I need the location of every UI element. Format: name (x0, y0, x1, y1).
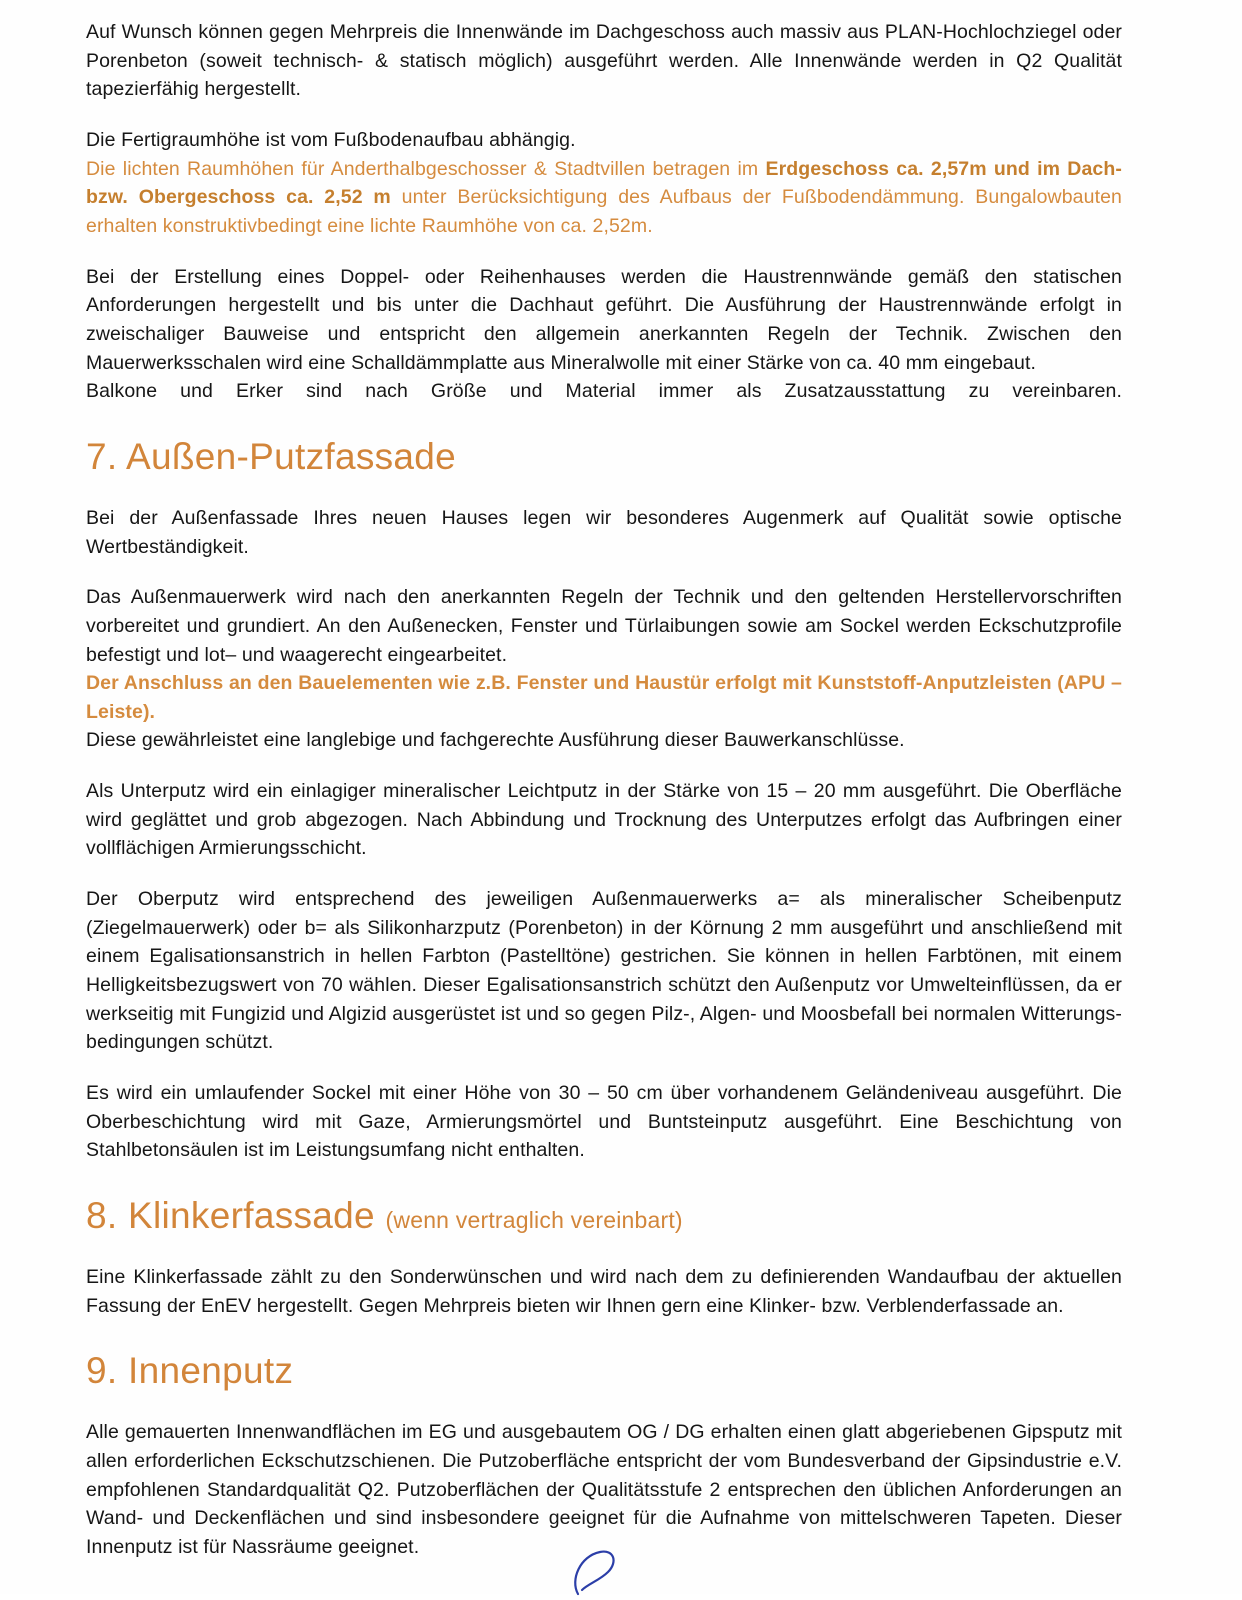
raumhoehen-text-2: unter Berücksichtigung des Aufbaus der Fußbodendämmung. Bungalowbauten erhalten konstruktivbedingt eine lichte Raumhöhe von ca. 2,52m. (86, 186, 1122, 237)
paragraph-raumhoehen-highlight (86, 155, 1122, 241)
paragraph-haustrennwaende: Bei der Erstellung eines Doppel- oder Reihenhauses werden die Haustrennwände gemäß den statischen Anforderungen hergestellt und bis unter die Dachhaut geführt. Die Ausführung der Haustrennwände erfolgt in zweischaliger Bauweise und entspricht den allgemein anerkannten Regeln der Technik. Zwischen den Mauerwerksschalen wird eine Schalldämmplatte aus Mineralwolle mit einer Stärke von ca. 40 mm eingebaut. (86, 265, 1122, 374)
raumhoehen-text-1: Die lichten Raumhöhen für Anderthalbgeschosser & Stadtvillen betragen im (86, 157, 766, 180)
heading-8-text: 8. Klinkerfassade (86, 1195, 375, 1236)
paragraph-oberputz: Der Oberputz wird entsprechend des jeweiligen Außenmauerwerks a= als mineralischer Scheibenputz (Ziegelmauerwerk) oder b= als Silikonharzputz (Porenbeton) in der Körnung 2 mm ausgeführt und anschließend mit einem Egalisationsanstrich in hellen Farbton (Pastelltöne) gestrichen. Sie können in hellen Farbtönen, mit einem Helligkeitsbezugswert von 70 wählen. Dieser Egalisationsanstrich schützt den Außenputz vor Umwelteinflüssen, da er werkseitig mit Fungizid und Algizid ausgerüstet ist und so gegen Pilz-, Algen- und Moosbefall bei normalen Witterungs-bedingungen schützt. (86, 888, 1122, 1054)
paragraph-balkone-erker: Balkone und Erker sind nach Größe und Material immer als Zusatzausstattung zu vereinbaren. (86, 380, 1122, 403)
paragraph-apu-leiste-highlight: Der Anschluss an den Bauelementen wie z.B. Fenster und Haustür erfolgt mit Kunststoff-Anputzleisten (APU – Leiste). (86, 672, 1122, 723)
paragraph-klinkerfassade: Eine Klinkerfassade zählt zu den Sonderwünschen und wird nach dem zu definierenden Wandaufbau der aktuellen Fassung der EnEV hergestellt. Gegen Mehrpreis bieten wir Ihnen gern eine Klinker- bzw. Verblenderfassade an. (86, 1266, 1122, 1317)
heading-klinkerfassade (86, 1195, 1122, 1237)
heading-9-text: 9. Innenputz (86, 1350, 294, 1392)
paragraph-sockel: Es wird ein umlaufender Sockel mit einer Höhe von 30 – 50 cm über vorhandenem Geländeniveau ausgeführt. Die Oberbeschichtung wird mit Gaze, Armierungsmörtel und Buntsteinputz ausgeführt. Eine Beschichtung von Stahlbetonsäulen ist im Leistungsumfang nicht enthalten. (86, 1082, 1122, 1162)
paragraph-bauwerkanschluesse: Diese gewährleistet eine langlebige und fachgerechte Ausführung dieser Bauwerkanschlüsse. (86, 729, 905, 752)
paragraph-fertigraumhoehe: Die Fertigraumhöhe ist vom Fußbodenaufbau abhängig. (86, 128, 576, 151)
paragraph-aussenmauerwerk: Das Außenmauerwerk wird nach den anerkannten Regeln der Technik und den geltenden Herstellervorschriften vorbereitet und grundiert. An den Außenecken, Fenster und Türlaibungen sowie am Sockel werden Eckschutzprofile befestigt und lot– und waagerecht eingearbeitet. (86, 586, 1122, 666)
heading-7-text: 7. Außen-Putzfassade (86, 435, 457, 477)
paragraph-innenputz: Alle gemauerten Innenwandflächen im EG und ausgebautem OG / DG erhalten einen glatt abgeriebenen Gipsputz mit allen erforderlichen Eckschutzschienen. Die Putzoberfläche entspricht der vom Bundesverband der Gipsindustrie e.V. empfohlenen Standardqualität Q2. Putzoberflächen der Qualitätsstufe 2 entsprechen den üblichen Anforderungen an Wand- und Deckenflächen und sind insbesondere geeignet für die Aufnahme von mittelschweren Tapeten. Dieser Innenputz ist für Nassräume geeignet. (86, 1421, 1122, 1558)
paragraph-unterputz: Als Unterputz wird ein einlagiger mineralischer Leichtputz in der Stärke von 15 – 20 mm ausgeführt. Die Oberfläche wird geglättet und grob abgezogen. Nach Abbindung und Trocknung des Unterputzes erfolgt das Aufbringen einer vollflächigen Armierungsschicht. (86, 780, 1122, 860)
heading-innenputz (86, 1350, 1122, 1392)
paragraph-innenwaende-dachgeschoss: Auf Wunsch können gegen Mehrpreis die Innenwände im Dachgeschoss auch massiv aus PLAN-Hochlochziegel oder Porenbeton (soweit technisch- & statisch möglich) ausgeführt werden. Alle Innenwände werden in Q2 Qualität tapezierfähig hergestellt. (86, 21, 1122, 101)
paragraph-aussenfassade-qualitaet: Bei der Außenfassade Ihres neuen Hauses legen wir besonderes Augenmerk auf Qualität sowie optische Wertbeständigkeit. (86, 506, 1122, 558)
raumhoehen-bold: Erdgeschoss ca. 2,57m und im Dach- bzw. Obergeschoss ca. 2,52 m (86, 157, 1122, 209)
heading-aussen-putzfassade (86, 436, 1122, 478)
heading-8-subtitle: (wenn vertraglich vereinbart) (385, 1207, 683, 1233)
